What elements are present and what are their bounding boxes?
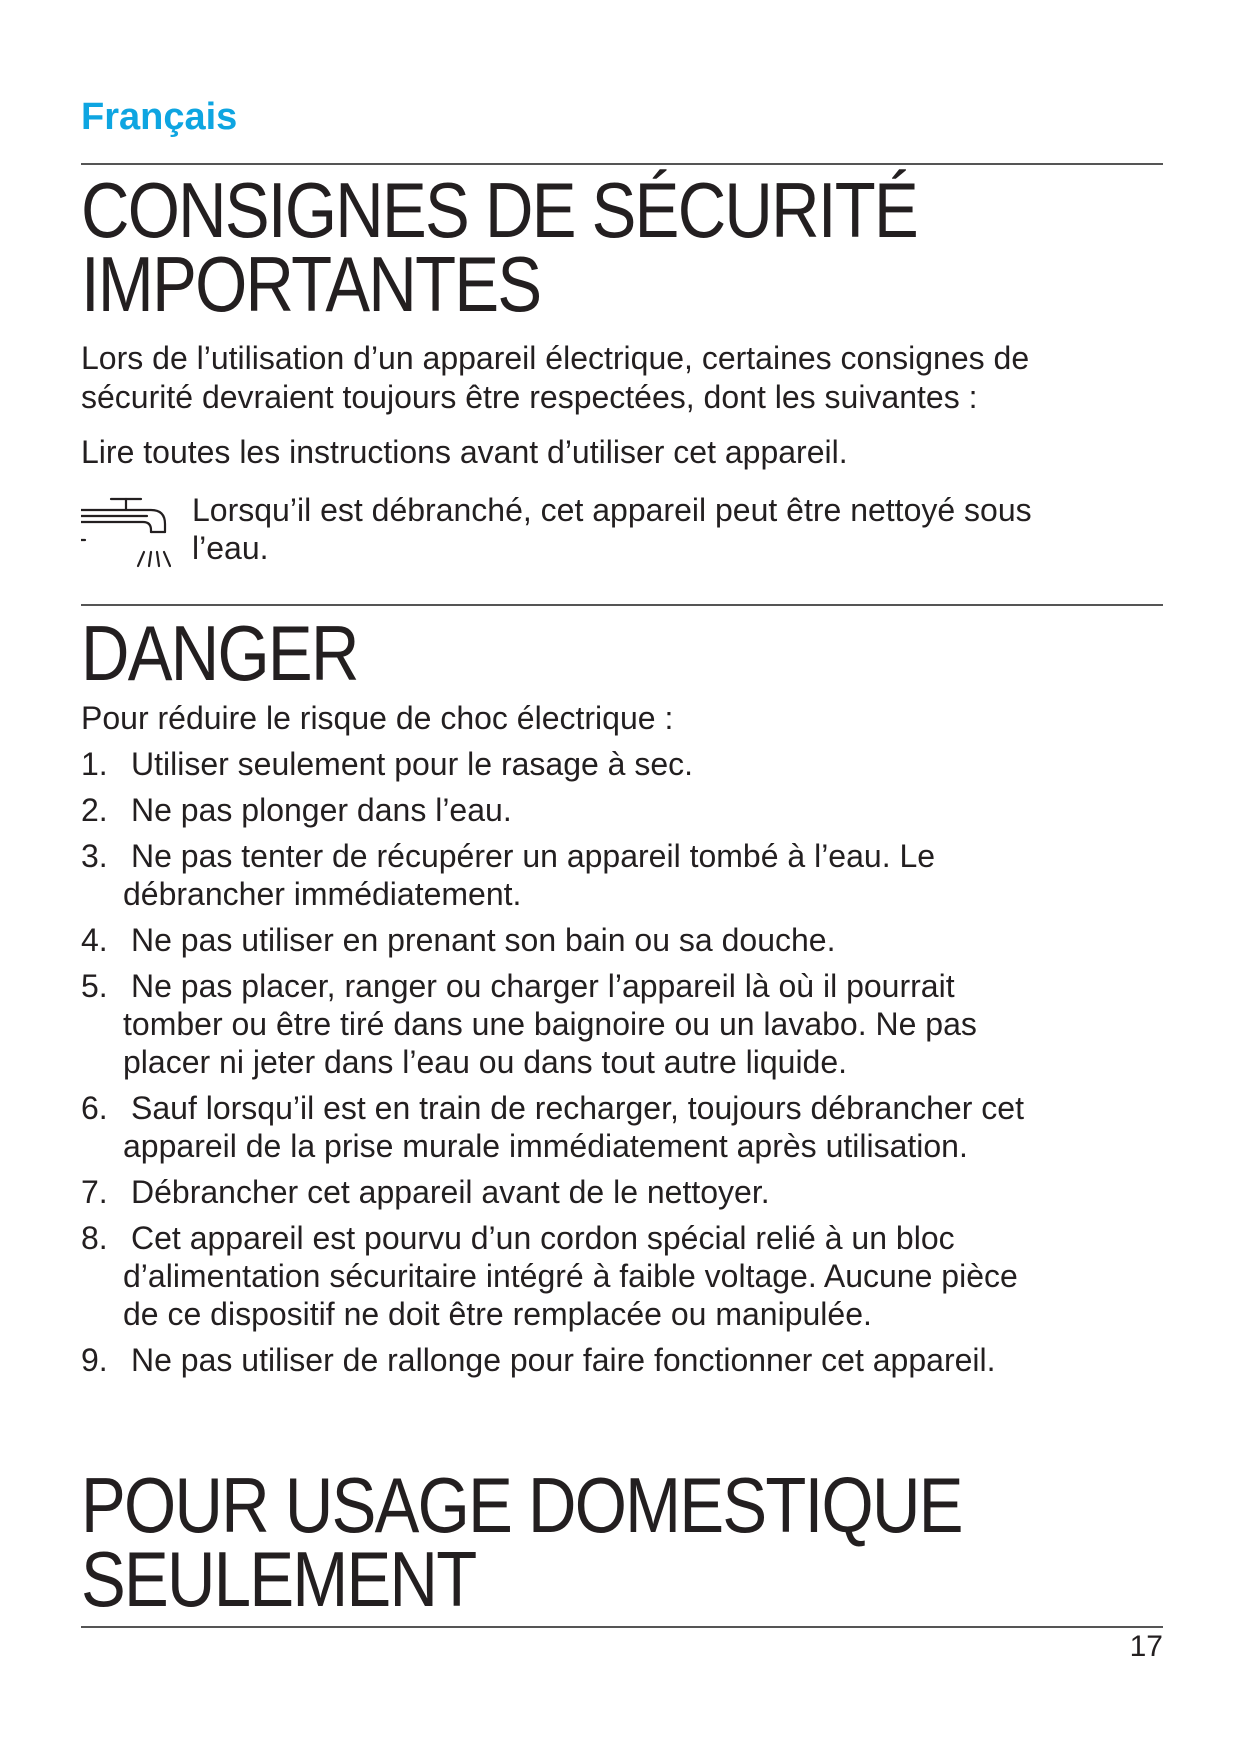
page-number: 17 xyxy=(1129,1630,1163,1663)
list-item-line: débrancher immédiatement. xyxy=(123,876,522,912)
household-title-line1: POUR USAGE DOMESTIQUE xyxy=(81,1461,962,1549)
intro-line: Lors de l’utilisation d’un appareil électrique, certaines consignes de xyxy=(81,340,1030,376)
list-item-text xyxy=(123,837,1171,913)
list-item-number: 5. xyxy=(81,968,108,1004)
danger-list-item xyxy=(81,921,1171,959)
divider xyxy=(81,604,1163,606)
list-item-text xyxy=(123,791,1171,829)
divider xyxy=(81,163,1163,165)
list-item-line: Sauf lorsqu’il est en train de recharger, toujours débrancher cet xyxy=(131,1090,1024,1126)
danger-list-item xyxy=(81,1341,1171,1379)
safety-title-line1: CONSIGNES DE SÉCURITÉ xyxy=(81,166,918,254)
list-item-number: 4. xyxy=(81,922,108,958)
list-item-line: d’alimentation sécuritaire intégré à faible voltage. Aucune pièce xyxy=(123,1258,1018,1294)
list-item-line: appareil de la prise murale immédiatement après utilisation. xyxy=(123,1128,968,1164)
danger-list-item xyxy=(81,1219,1171,1333)
washable-note xyxy=(192,491,1162,567)
danger-list-item xyxy=(81,745,1171,783)
safety-title-line2: IMPORTANTES xyxy=(81,240,541,328)
list-item-line: Ne pas placer, ranger ou charger l’appareil là où il pourrait xyxy=(131,968,955,1004)
list-item-text xyxy=(123,1173,1171,1211)
household-title-line2: SEULEMENT xyxy=(81,1535,476,1623)
danger-list-item xyxy=(81,791,1171,829)
danger-list-item xyxy=(81,1173,1171,1211)
list-item-line: Cet appareil est pourvu d’un cordon spécial relié à un bloc xyxy=(131,1220,955,1256)
intro-paragraph xyxy=(81,339,1171,417)
list-item-line: Débrancher cet appareil avant de le nettoyer. xyxy=(131,1174,770,1210)
danger-title: DANGER xyxy=(81,609,358,697)
list-item-number: 6. xyxy=(81,1090,108,1126)
language-heading: Français xyxy=(81,96,238,138)
list-item-text xyxy=(123,745,1171,783)
read-instructions: Lire toutes les instructions avant d’utiliser cet appareil. xyxy=(81,434,848,470)
list-item-number: 3. xyxy=(81,838,108,874)
list-item-text xyxy=(123,1341,1171,1379)
washable-line: l’eau. xyxy=(192,530,269,566)
list-item-line: Utiliser seulement pour le rasage à sec. xyxy=(131,746,694,782)
list-item-line: Ne pas utiliser en prenant son bain ou sa douche. xyxy=(131,922,836,958)
list-item-line: Ne pas utiliser de rallonge pour faire fonctionner cet appareil. xyxy=(131,1342,996,1378)
list-item-line: placer ni jeter dans l’eau ou dans tout autre liquide. xyxy=(123,1044,848,1080)
list-item-text xyxy=(123,1089,1171,1165)
list-item-number: 8. xyxy=(81,1220,108,1256)
list-item-number: 2. xyxy=(81,792,108,828)
list-item-text xyxy=(123,967,1171,1081)
list-item-line: Ne pas plonger dans l’eau. xyxy=(131,792,512,828)
danger-list-item xyxy=(81,1089,1171,1165)
danger-lead: Pour réduire le risque de choc électrique : xyxy=(81,700,674,736)
list-item-number: 7. xyxy=(81,1174,108,1210)
list-item-text xyxy=(123,921,1171,959)
water-tap-icon xyxy=(81,496,171,582)
list-item-number: 9. xyxy=(81,1342,108,1378)
divider xyxy=(81,1626,1163,1628)
list-item-line: Ne pas tenter de récupérer un appareil tombé à l’eau. Le xyxy=(131,838,936,874)
list-item-number: 1. xyxy=(81,746,108,782)
list-item-text xyxy=(123,1219,1171,1333)
list-item-line: tomber ou être tiré dans une baignoire ou un lavabo. Ne pas xyxy=(123,1006,977,1042)
danger-list xyxy=(81,745,1171,1387)
danger-list-item xyxy=(81,967,1171,1081)
washable-line: Lorsqu’il est débranché, cet appareil peut être nettoyé sous xyxy=(192,492,1032,528)
intro-line: sécurité devraient toujours être respectées, dont les suivantes : xyxy=(81,379,978,415)
list-item-line: de ce dispositif ne doit être remplacée ou manipulée. xyxy=(123,1296,872,1332)
danger-list-item xyxy=(81,837,1171,913)
